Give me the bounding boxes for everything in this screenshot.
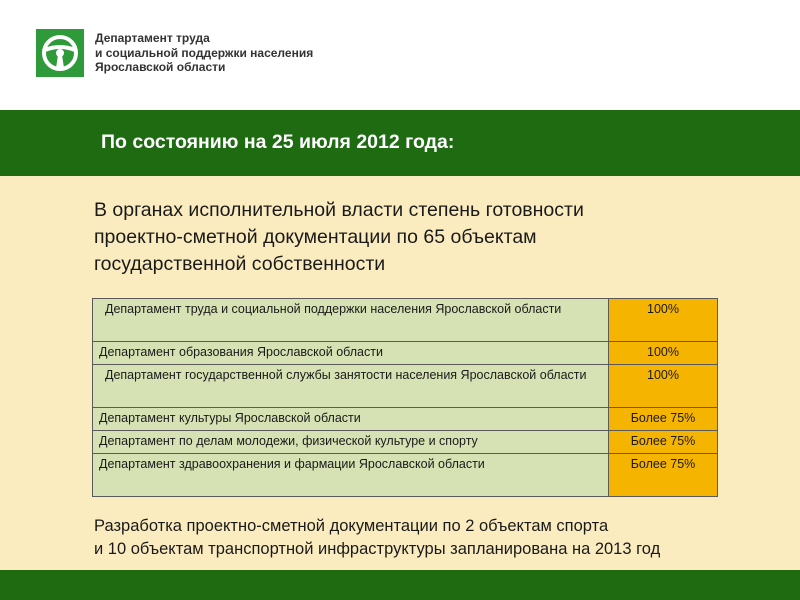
dept-cell: Департамент культуры Ярославской области xyxy=(93,408,609,431)
bottom-line2: и 10 объектам транспортной инфраструктуры запланирована на 2013 год xyxy=(94,540,661,558)
table-row xyxy=(93,299,718,342)
steering-wheel-icon xyxy=(36,29,84,77)
org-name-line2: и социальной поддержки населения xyxy=(95,45,314,60)
footer-band xyxy=(0,570,800,600)
intro-line2: проектно-сметной документации по 65 объектам xyxy=(94,226,537,248)
bottom-note xyxy=(94,515,660,561)
value-cell: Более 75% xyxy=(609,454,718,497)
intro-line1: В органах исполнительной власти степень готовности xyxy=(94,199,584,221)
readiness-table xyxy=(92,298,718,497)
table-row xyxy=(93,454,718,497)
org-name-line3: Ярославской области xyxy=(95,60,226,74)
dept-cell: Департамент здравоохранения и фармации Ярославской области xyxy=(93,454,609,497)
table-row xyxy=(93,365,718,408)
intro-line3: государственной собственности xyxy=(94,253,386,275)
table-row xyxy=(93,431,718,454)
org-name-line1: Департамент труда xyxy=(95,31,210,45)
table-row xyxy=(93,342,718,365)
value-cell: Более 75% xyxy=(609,408,718,431)
bottom-line1: Разработка проектно-сметной документации по 2 объектам спорта xyxy=(94,517,609,535)
dept-cell: Департамент по делам молодежи, физической культуре и спорту xyxy=(93,431,609,454)
header xyxy=(0,0,800,110)
org-name xyxy=(95,31,313,75)
value-cell: 100% xyxy=(609,365,718,408)
value-cell: 100% xyxy=(609,299,718,342)
page-title: По состоянию на 25 июля 2012 года: xyxy=(101,131,455,153)
value-cell: Более 75% xyxy=(609,431,718,454)
dept-cell: Департамент государственной службы занятости населения Ярославской области xyxy=(93,365,609,408)
dept-cell: Департамент труда и социальной поддержки населения Ярославской области xyxy=(93,299,609,342)
table-row xyxy=(93,408,718,431)
intro-text xyxy=(94,197,694,278)
value-cell: 100% xyxy=(609,342,718,365)
dept-cell: Департамент образования Ярославской области xyxy=(93,342,609,365)
